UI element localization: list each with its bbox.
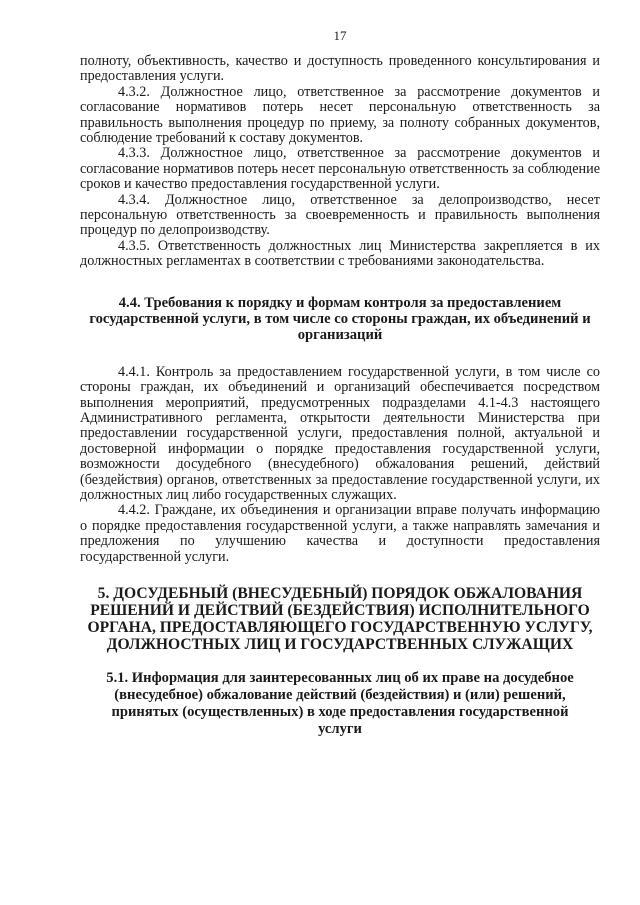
paragraph-4-4-1: 4.4.1. Контроль за предоставлением государственной услуги, в том числе со стороны граждан, их объединений и организаций обеспечивается посредством выполнения мероприятий, предусмотренных подразделами 4.1-4.3 настоящего Административного регламента, открытости деятельности Министерства при предоставлении государственной услуги, предоставления полной, актуальной и достоверной информации о порядке предоставления государственной услуги, возможности досудебного (внесудебного) обжалования решений, действий (бездействия) органов, ответственных за предоставление государственной услуги, их должностных лиц либо государственных служащих. bbox=[80, 363, 600, 503]
paragraph-4-3-5: 4.3.5. Ответственность должностных лиц Министерства закрепляется в их должностных регламентах в соответствии с требованиями законодательства. bbox=[80, 237, 600, 270]
paragraph-4-3-4: 4.3.4. Должностное лицо, ответственное за делопроизводство, несет персональную ответственность за своевременность и правильность выполнения процедур по делопроизводству. bbox=[80, 191, 600, 239]
paragraph-4-3-3: 4.3.3. Должностное лицо, ответственное за рассмотрение документов и согласование нормативов потерь несет персональную ответственность за соблюдение сроков и качество предоставления государственной услуги. bbox=[80, 145, 600, 193]
paragraph-continuation: полноту, объективность, качество и доступность проведенного консультирования и предоставления услуги. bbox=[80, 53, 600, 85]
paragraph-4-4-2: 4.4.2. Граждане, их объединения и организации вправе получать информацию о порядке предоставления государственной услуги, а также направлять замечания и предложения по улучшению качества и доступности предоставления государственной услуги. bbox=[80, 502, 600, 565]
section-heading-4-4: 4.4. Требования к порядку и формам контроля за предоставлением государственной услуги, в том числе со стороны граждан, их объединений и организаций bbox=[89, 294, 591, 343]
paragraph-4-3-2: 4.3.2. Должностное лицо, ответственное за рассмотрение документов и согласование нормативов потерь несет персональную ответственность за правильность выполнения процедур по приему, за полноту собранных документов, соблюдение требований к составу документов. bbox=[80, 83, 600, 147]
chapter-heading-5: 5. ДОСУДЕБНЫЙ (ВНЕСУДЕБНЫЙ) ПОРЯДОК ОБЖАЛОВАНИЯ РЕШЕНИЙ И ДЕЙСТВИЙ (БЕЗДЕЙСТВИЯ) ИСПОЛНИТЕЛЬНОГО ОРГАНА, ПРЕДОСТАВЛЯЮЩЕГО ГОСУДАРСТВЕННУЮ УСЛУГУ, ДОЛЖНОСТНЫХ ЛИЦ И ГОСУДАРСТВЕННЫХ СЛУЖАЩИХ bbox=[87, 584, 593, 653]
section-heading-5-1: 5.1. Информация для заинтересованных лиц об их праве на досудебное (внесудебное) обжалование действий (бездействия) и (или) решений, принятых (осуществленных) в ходе предоставления государственной услуги bbox=[106, 669, 574, 737]
page-number: 17 bbox=[333, 28, 347, 43]
